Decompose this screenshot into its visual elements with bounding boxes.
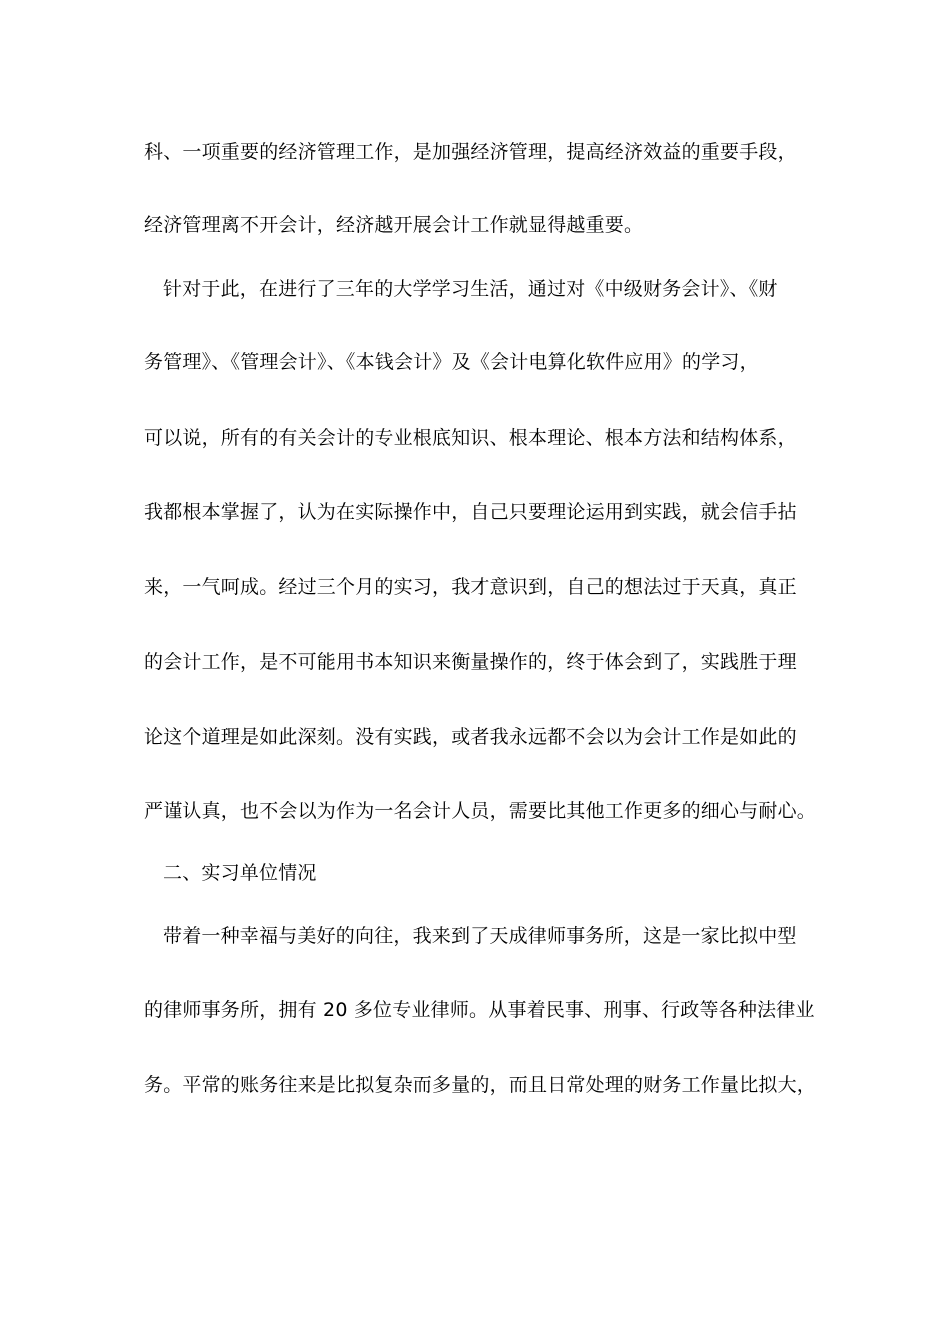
text-line: 科、一项重要的经济管理工作，是加强经济管理，提高经济效益的重要手段，: [144, 141, 797, 163]
text-line: 我都根本掌握了，认为在实际操作中，自己只要理论运用到实践，就会信手拈: [144, 501, 797, 523]
section-heading: 二、实习单位情况: [163, 862, 317, 884]
paragraph-first-line: 带着一种幸福与美好的向往，我来到了天成律师事务所，这是一家比拟中型: [163, 925, 797, 947]
text-line: 务。平常的账务往来是比拟复杂而多量的，而且日常处理的财务工作量比拟大，: [144, 1074, 817, 1096]
text-line: 的会计工作，是不可能用书本知识来衡量操作的，终于体会到了，实践胜于理: [144, 651, 797, 673]
text-line: 可以说，所有的有关会计的专业根底知识、根本理论、根本方法和结构体系，: [144, 427, 797, 449]
paragraph-first-line: 针对于此，在进行了三年的大学学习生活，通过对《中级财务会计》、《财: [163, 278, 778, 300]
text-line: 论这个道理是如此深刻。没有实践，或者我永远都不会以为会计工作是如此的: [144, 726, 797, 748]
text-line: 严谨认真，也不会以为作为一名会计人员，需要比其他工作更多的细心与耐心。: [144, 800, 817, 822]
text-line: 务管理》、《管理会计》、《本钱会计》及《会计电算化软件应用》的学习，: [144, 351, 759, 373]
text-line: 经济管理离不开会计，经济越开展会计工作就显得越重要。: [144, 214, 644, 236]
text-line: 的律师事务所，拥有 20 多位专业律师。从事着民事、刑事、行政等各种法律业: [144, 999, 815, 1021]
text-line: 来，一气呵成。经过三个月的实习，我才意识到，自己的想法过于天真，真正: [144, 576, 797, 598]
